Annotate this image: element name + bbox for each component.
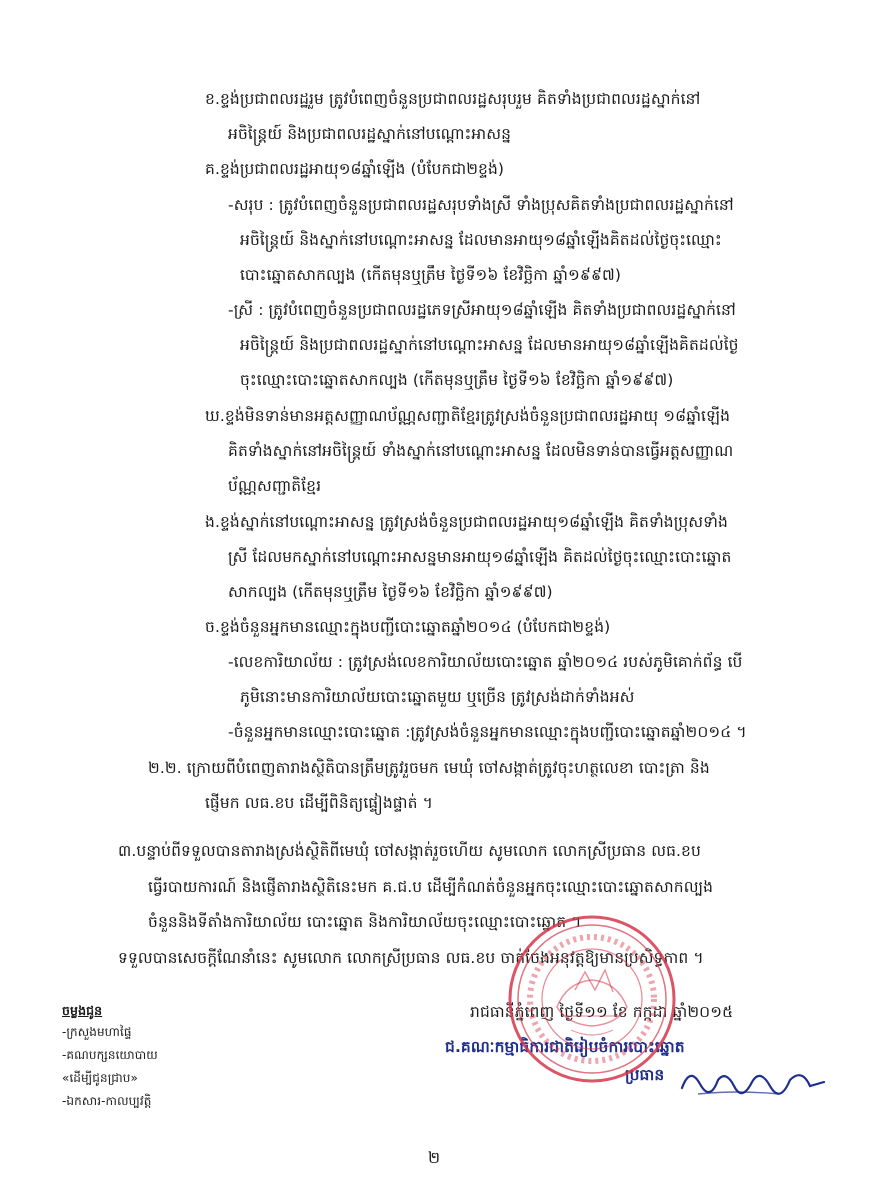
cc-item: -គណបក្សនយោបាយ	[62, 1048, 158, 1062]
body-line: សាកល្បង (កើតមុនឬត្រឹម ថ្ងៃទី១៦ ខែវិច្ឆិកា ឆ្នាំ១៩៩៧)	[228, 583, 553, 601]
body-line: គិតទាំងស្នាក់នៅអចិន្ត្រៃយ៍ ទាំងស្នាក់នៅបណ្ដោះអាសន្ន ដែលមិនទាន់បានធ្វើអត្តសញ្ញាណ	[228, 442, 734, 460]
body-line: ផ្ញើមក លធ.ខប ដើម្បីពិនិត្យផ្ទៀងផ្ទាត់ ។	[205, 794, 433, 812]
cc-heading: ចម្លងជូន	[62, 1003, 103, 1018]
body-line: ខ.ខ្ទង់ប្រជាពលរដ្ឋរួម ត្រូវបំពេញចំនួនប្រជាពលរដ្ឋសរុបរួម គិតទាំងប្រជាពលរដ្ឋស្នាក់នៅ	[205, 90, 701, 108]
body-line: ភូមិនោះមានការិយាល័យបោះឆ្នោតមួយ ឬច្រើន ត្រូវស្រង់ដាក់ទាំងអស់	[240, 688, 635, 706]
body-line: គ.ខ្ទង់ប្រជាពលរដ្ឋអាយុ១៨ឆ្នាំឡើង (បំបែកជា២ខ្ទង់)	[205, 160, 505, 178]
body-line: អចិន្ត្រៃយ៍ និងស្នាក់នៅបណ្ដោះអាសន្ន ដែលមានអាយុ១៨ឆ្នាំឡើងគិតដល់ថ្ងៃចុះឈ្មោះ	[240, 231, 722, 249]
body-line: -សរុប : ត្រូវបំពេញចំនួនប្រជាពលរដ្ឋសរុបទាំងស្រី ទាំងប្រុសគិតទាំងប្រជាពលរដ្ឋស្នាក់នៅ	[228, 196, 734, 214]
official-seal-icon	[505, 912, 680, 1087]
body-line: ៣.បន្ទាប់ពីទទួលបានតារាងស្រង់ស្ថិតិពីមេឃុំ ចៅសង្កាត់រួចហើយ សូមលោក លោកស្រីប្រធាន លធ.ខប	[118, 842, 701, 860]
body-line: ធ្វើរបាយការណ៍ និងផ្ញើតារាងស្ថិតិនេះមក គ.ជ.ប ដើម្បីកំណត់ចំនួនអ្នកចុះឈ្មោះបោះឆ្នោតសាកល្បង	[148, 878, 714, 896]
signature-icon	[678, 1060, 828, 1100]
body-line: -ចំនួនអ្នកមានឈ្មោះបោះឆ្នោត :ត្រូវស្រង់ចំនួនអ្នកមានឈ្មោះក្នុងបញ្ជីបោះឆ្នោតឆ្នាំ២០១៤ ។	[228, 723, 747, 741]
cc-item: -ក្រសួងមហាផ្ទៃ	[62, 1025, 132, 1039]
cc-item: -ឯកសារ-កាលប្បវត្តិ	[62, 1094, 152, 1108]
body-line: ទទួលបានសេចក្ដីណែនាំនេះ សូមលោក លោកស្រីប្រធាន លធ.ខប ចាត់ចែងអនុវត្តឱ្យមានប្រសិទ្ធភាព ។	[118, 949, 704, 967]
body-line: ង.ខ្ទង់ស្នាក់នៅបណ្ដោះអាសន្ន ត្រូវស្រង់ចំនួនប្រជាពលរដ្ឋអាយុ១៨ឆ្នាំឡើង គិតទាំងប្រុសទាំង	[205, 513, 728, 531]
body-line: ប័ណ្ណសញ្ជាតិខ្មែរ	[228, 477, 322, 495]
body-line: ចុះឈ្មោះបោះឆ្នោតសាកល្បង (កើតមុនឬត្រឹម ថ្ងៃទី១៦ ខែវិច្ឆិកា ឆ្នាំ១៩៩៧)	[240, 371, 674, 389]
body-line: អចិន្ត្រៃយ៍ និងប្រជាពលរដ្ឋស្នាក់នៅបណ្ដោះអាសន្ន ដែលមានអាយុ១៨ឆ្នាំឡើងគិតដល់ថ្ងៃ	[240, 336, 739, 354]
body-line: ឃ.ខ្ទង់មិនទាន់មានអត្តសញ្ញាណប័ណ្ណសញ្ជាតិខ្មែរត្រូវស្រង់ចំនួនប្រជាពលរដ្ឋអាយុ ១៨ឆ្នាំឡើង	[205, 407, 731, 425]
body-line: បោះឆ្នោតសាកល្បង (កើតមុនឬត្រឹម ថ្ងៃទី១៦ ខែវិច្ឆិកា ឆ្នាំ១៩៩៧)	[240, 266, 621, 284]
body-line: ២.២. ក្រោយពីបំពេញតារាងស្ថិតិបានត្រឹមត្រូវរួចមក មេឃុំ ចៅសង្កាត់ត្រូវចុះហត្ថលេខា បោះត្រា និង	[148, 759, 710, 777]
page-number: ២	[428, 1148, 441, 1167]
body-line: ចំនួននិងទីតាំងការិយាល័យ បោះឆ្នោត និងការិយាល័យចុះឈ្មោះបោះឆ្នោត ។	[148, 913, 582, 931]
title-line: ប្រធាន	[625, 1066, 665, 1084]
body-line: -លេខការិយាល័យ : ត្រូវស្រង់លេខការិយាល័យបោះឆ្នោត ឆ្នាំ២០១៤ របស់ភូមិគោក់ព័ន្ធ បើ	[228, 653, 743, 671]
body-line: ច.ខ្ទង់ចំនួនអ្នកមានឈ្មោះក្នុងបញ្ជីបោះឆ្នោតឆ្នាំ២០១៤ (បំបែកជា២ខ្ទង់)	[205, 618, 611, 636]
committee-line: ជ.គណៈកម្មាធិការជាតិរៀបចំការបោះឆ្នោត	[445, 1038, 685, 1056]
cc-item: «ដើម្បីជូនជ្រាប»	[62, 1071, 138, 1085]
body-line: ស្រី ដែលមកស្នាក់នៅបណ្ដោះអាសន្នមានអាយុ១៨ឆ្នាំឡើង គិតដល់ថ្ងៃចុះឈ្មោះបោះឆ្នោត	[228, 548, 732, 566]
body-line: -ស្រី : ត្រូវបំពេញចំនួនប្រជាពលរដ្ឋភេទស្រីអាយុ១៨ឆ្នាំឡើង គិតទាំងប្រជាពលរដ្ឋស្នាក់នៅ	[228, 301, 736, 319]
body-line: អចិន្ត្រៃយ៍ និងប្រជាពលរដ្ឋស្នាក់នៅបណ្ដោះអាសន្ន	[228, 125, 512, 143]
date-line: រាជធានីភ្នំពេញ ថ្ងៃទី១១ ខែ កក្កដា ឆ្នាំ២០១៥	[470, 1003, 734, 1021]
